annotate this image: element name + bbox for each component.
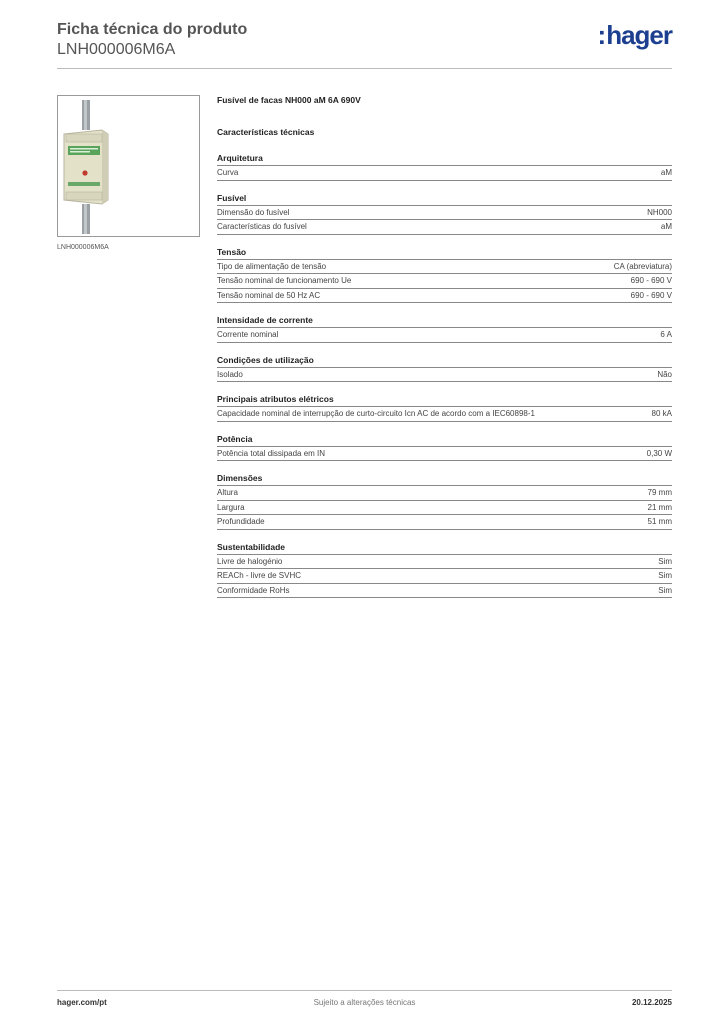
section-title: Intensidade de corrente — [217, 315, 313, 325]
logo-text: hager — [606, 20, 672, 50]
spec-value: aM — [660, 222, 672, 231]
hager-logo: :hager — [597, 20, 672, 50]
spec-row — [217, 165, 672, 181]
footer-website: hager.com/pt — [57, 998, 107, 1007]
spec-label: Livre de halogénio — [217, 556, 283, 566]
spec-label: Tensão nominal de funcionamento Ue — [217, 276, 352, 285]
spec-row — [217, 554, 672, 569]
section-title: Arquitetura — [217, 153, 263, 163]
spec-section — [217, 472, 672, 530]
spec-sections — [217, 152, 672, 598]
spec-value: CA (abreviatura) — [613, 261, 672, 271]
spec-value: 690 - 690 V — [630, 290, 672, 300]
spec-label: Tipo de alimentação de tensão — [217, 261, 327, 271]
spec-value: Não — [657, 369, 672, 379]
spec-section — [217, 192, 672, 235]
spec-row — [217, 500, 672, 515]
spec-row — [217, 367, 672, 383]
spec-row — [217, 327, 672, 343]
spec-value: Sim — [658, 556, 672, 566]
spec-row — [217, 514, 672, 530]
spec-label: Corrente nominal — [217, 330, 279, 339]
spec-row — [217, 406, 672, 422]
spec-rows — [217, 406, 672, 422]
tech-heading: Características técnicas — [217, 127, 315, 137]
spec-label: Tensão nominal de 50 Hz AC — [217, 290, 321, 300]
section-title: Tensão — [217, 246, 247, 257]
spec-value: 0,30 W — [646, 448, 672, 458]
section-title: Potência — [217, 433, 253, 444]
spec-value: 51 mm — [647, 517, 672, 526]
footer-disclaimer: Sujeito a alterações técnicas — [313, 998, 416, 1007]
spec-row — [217, 259, 672, 274]
specifications — [217, 95, 672, 598]
section-title: Condições de utilização — [217, 354, 314, 365]
spec-value: Sim — [658, 571, 672, 580]
spec-label: Profundidade — [217, 517, 265, 526]
spec-rows — [217, 259, 672, 304]
image-caption: LNH000006M6A — [57, 244, 109, 251]
spec-value: 6 A — [660, 330, 672, 339]
footer-divider — [57, 990, 672, 991]
spec-value: 80 kA — [651, 409, 672, 418]
spec-label: Características do fusível — [217, 222, 307, 231]
spec-row — [217, 205, 672, 220]
spec-rows — [217, 554, 672, 599]
spec-value: aM — [660, 168, 672, 177]
spec-label: Largura — [217, 502, 245, 512]
spec-section — [217, 246, 672, 304]
section-title: Fusível — [217, 192, 247, 203]
spec-rows — [217, 446, 672, 462]
spec-label: Isolado — [217, 369, 243, 379]
spec-value: 79 mm — [647, 488, 672, 497]
document-title: Ficha técnica do produto — [57, 21, 248, 38]
header-divider — [57, 68, 672, 69]
section-title: Sustentabilidade — [217, 541, 286, 552]
footer-date: 20.12.2025 — [631, 998, 672, 1007]
spec-label: REACh - livre de SVHC — [217, 571, 302, 580]
indicator-dot — [82, 170, 87, 175]
spec-rows — [217, 205, 672, 235]
section-title: Principais atributos elétricos — [217, 394, 334, 404]
fuse-illustration — [58, 96, 199, 236]
spec-value: NH000 — [647, 207, 672, 217]
spec-value: Sim — [658, 585, 672, 595]
spec-section — [217, 152, 672, 181]
spec-label: Potência total dissipada em IN — [217, 448, 326, 458]
spec-label: Curva — [217, 168, 239, 177]
spec-section — [217, 354, 672, 383]
document-header — [57, 20, 672, 60]
spec-section — [217, 393, 672, 422]
green-label — [68, 146, 100, 155]
spec-rows — [217, 327, 672, 343]
spec-rows — [217, 485, 672, 530]
spec-section — [217, 433, 672, 462]
spec-row — [217, 446, 672, 462]
spec-value: 690 - 690 V — [630, 276, 672, 285]
product-image — [57, 95, 200, 237]
spec-rows — [217, 367, 672, 383]
spec-label: Conformidade RoHs — [217, 585, 290, 595]
spec-label: Capacidade nominal de interrupção de curto-circuito Icn AC de acordo com a IEC60898-1 — [217, 409, 535, 418]
spec-label: Altura — [217, 488, 238, 497]
spec-rows — [217, 165, 672, 181]
spec-value: 21 mm — [647, 502, 672, 512]
spec-row — [217, 583, 672, 599]
section-title: Dimensões — [217, 473, 263, 483]
product-title: Fusível de facas NH000 aM 6A 690V — [217, 95, 361, 105]
spec-section — [217, 314, 672, 343]
product-code: LNH000006M6A — [57, 41, 176, 58]
spec-row — [217, 273, 672, 288]
spec-row — [217, 288, 672, 304]
spec-row — [217, 485, 672, 500]
spec-row — [217, 568, 672, 583]
spec-row — [217, 219, 672, 235]
spec-section — [217, 541, 672, 599]
spec-label: Dimensão do fusível — [217, 207, 290, 217]
